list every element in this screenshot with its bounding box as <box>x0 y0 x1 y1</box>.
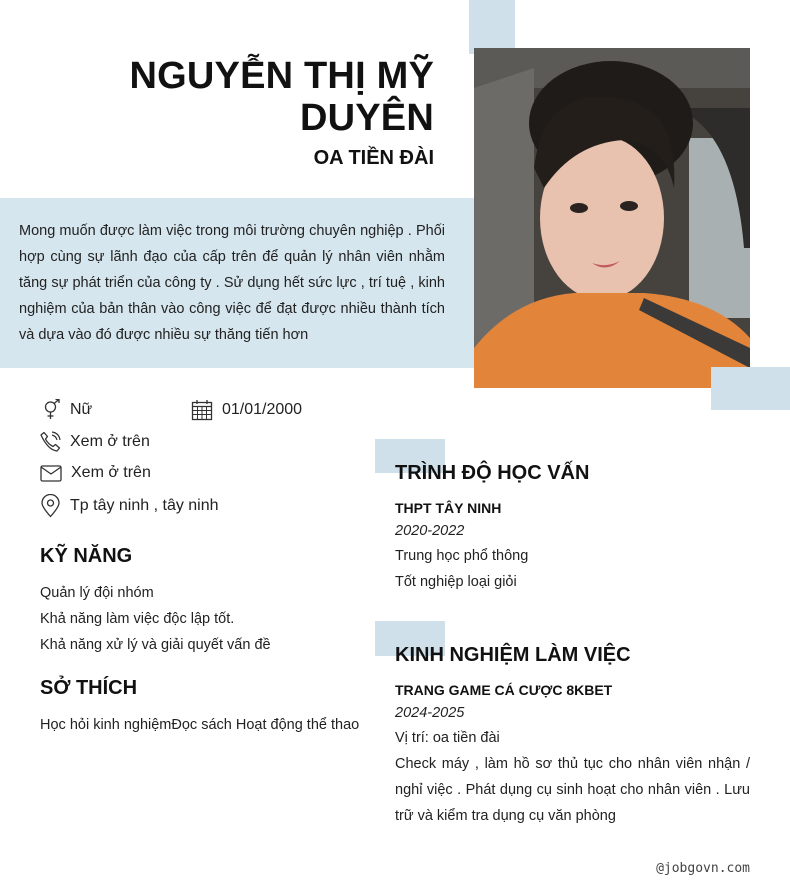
candidate-position: OA TIỀN ĐÀI <box>313 147 434 169</box>
gender-icon <box>40 399 61 420</box>
email-row <box>40 463 151 483</box>
calendar-icon <box>191 399 213 421</box>
skill-item: Quản lý đội nhóm <box>40 585 154 601</box>
experience-title: KINH NGHIỆM LÀM VIỆC <box>395 644 631 666</box>
experience-description: Check máy , làm hồ sơ thủ tục cho nhân viên nhận / nghỉ việc . Phát dụng cụ sinh hoạt cho nhân viên . Lưu trữ và kiểm tra dụng cụ văn phòng <box>395 756 750 824</box>
education-major: Trung học phổ thông <box>395 548 529 564</box>
career-objective: Mong muốn được làm việc trong môi trường chuyên nghiệp . Phối hợp cùng sự lãnh đạo của cấp trên để quản lý nhân viên nhằm tăng sự phát triển của công ty . Sử dụng hết sức lực , trí tuệ , kinh nghiệm của bản thân vào công việc để đạt được nhiều thành tích và dựa vào đó được nhiều sự thăng tiến hơn <box>19 223 445 343</box>
dob-value: 01/01/2000 <box>222 401 303 418</box>
phone-value: Xem ở trên <box>70 432 150 450</box>
skill-item: Khả năng xử lý và giải quyết vấn đề <box>40 637 271 653</box>
phone-row <box>40 431 150 452</box>
address-row <box>40 494 219 518</box>
skill-item: Khả năng làm việc độc lập tốt. <box>40 611 235 627</box>
education-period: 2020-2022 <box>395 523 465 539</box>
footer-watermark: @jobgovn.com <box>656 861 750 876</box>
experience-role: Vị trí: oa tiền đài <box>395 730 500 746</box>
profile-photo <box>474 48 750 388</box>
candidate-name: NGUYỄN THỊ MỸ DUYÊN <box>129 55 434 139</box>
address-value: Tp tây ninh , tây ninh <box>70 497 219 514</box>
education-title: TRÌNH ĐỘ HỌC VẤN <box>395 462 590 484</box>
email-value: Xem ở trên <box>71 464 151 481</box>
email-icon <box>40 463 62 483</box>
decor-block-top <box>469 0 515 54</box>
education-result: Tốt nghiệp loại giỏi <box>395 574 517 590</box>
hobbies-title: SỞ THÍCH <box>40 677 138 699</box>
portrait-illustration <box>474 48 750 388</box>
gender-value: Nữ <box>70 400 93 418</box>
decor-block-photo <box>711 367 790 410</box>
gender-row <box>40 399 92 420</box>
experience-company: TRANG GAME CÁ CƯỢC 8KBET <box>395 682 613 698</box>
dob-row <box>191 399 302 421</box>
experience-period: 2024-2025 <box>395 705 465 721</box>
phone-icon <box>40 431 61 452</box>
skills-title: KỸ NĂNG <box>40 545 133 567</box>
education-school: THPT TÂY NINH <box>395 500 502 516</box>
location-pin-icon <box>40 494 61 518</box>
hobbies-text: Học hỏi kinh nghiệmĐọc sách Hoạt động thể thao <box>40 717 360 733</box>
